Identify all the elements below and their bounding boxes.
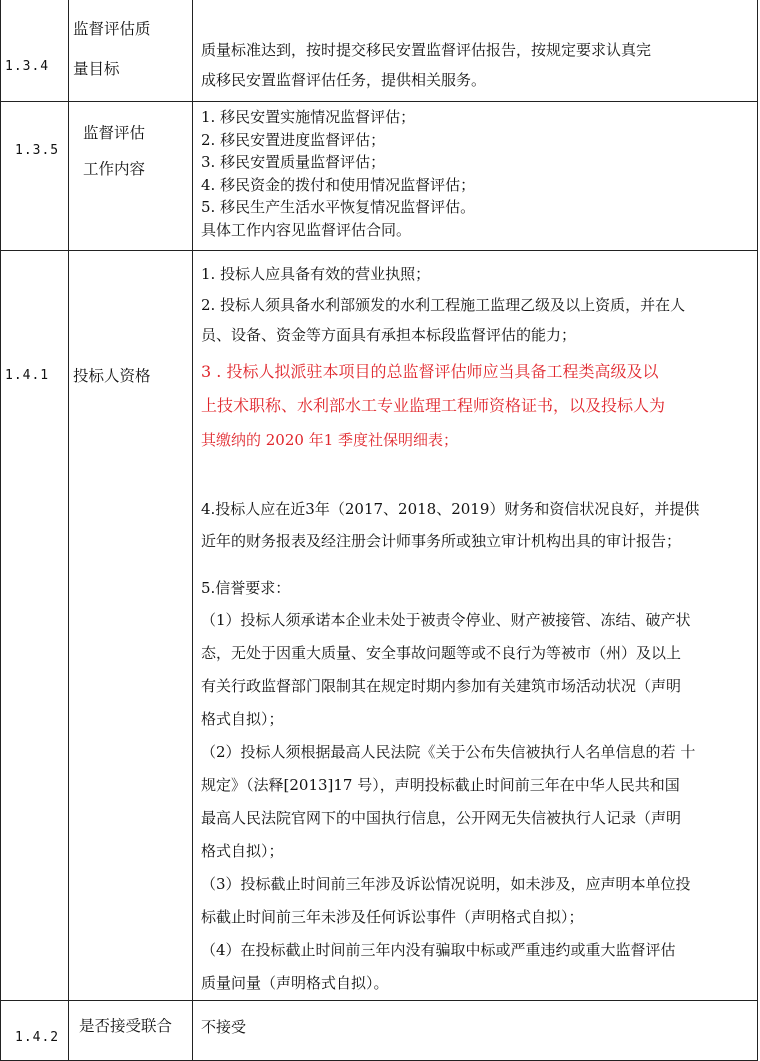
label-line: 监督评估质 [73, 20, 151, 38]
content-cell [193, 1001, 758, 1061]
list-item: 2. 移民安置进度监督评估； [201, 130, 386, 149]
row-number: 1.3.4 [5, 59, 50, 74]
list-item: 1. 投标人应具备有效的营业执照； [201, 265, 431, 283]
highlighted-line: 3 . 投标人拟派驻本项目的总监督评估师应当具备工程类高级及以 [201, 362, 659, 381]
label-line: 是否接受联合 [79, 1017, 173, 1035]
content-line: 标截止时间前三年未涉及任何诉讼事件（声明格式自拟）； [201, 908, 584, 926]
content-line: （3）投标截止时间前三年涉及诉讼情况说明，如未涉及，应声明本单位投 [201, 875, 691, 893]
highlighted-line: 其缴纳的 2020 年1 季度社保明细表； [201, 431, 459, 449]
content-line: 规定》（法释[2013]17 号），声明投标截止时间前三年在中华人民共和国 [201, 776, 680, 794]
content-line: 2. 投标人须具备水利部颁发的水利工程施工监理乙级及以上资质，并在人 [201, 296, 686, 314]
content-line: 最高人民法院官网下的中国执行信息，公开网无失信被执行人记录（声明 [201, 809, 682, 827]
row-number-cell [1, 1001, 69, 1061]
content-cell [193, 0, 758, 102]
label-line: 量目标 [73, 60, 120, 78]
label-line: 监督评估 [83, 124, 146, 142]
content-line: 格式自拟）； [201, 710, 284, 728]
row-number: 1.4.2 [15, 1030, 60, 1045]
content-line: （2）投标人须根据最高人民法院《关于公布失信被执行人名单信息的若 十 [201, 743, 696, 761]
label-cell [69, 1001, 193, 1061]
row-number: 1.4.1 [5, 368, 50, 383]
list-item: 5. 移民生产生活水平恢复情况监督评估。 [201, 198, 476, 216]
label-cell [69, 0, 193, 102]
content-line: 近年的财务报表及经注册会计师事务所或独立审计机构出具的审计报告； [201, 532, 682, 550]
list-item: 3. 移民安置质量监督评估； [201, 153, 386, 171]
table-row [1, 0, 758, 102]
content-line: （4）在投标截止时间前三年内没有骗取中标或严重违约或重大监督评估 [201, 941, 676, 959]
list-item: 1. 移民安置实施情况监督评估； [201, 108, 416, 126]
label-line: 工作内容 [83, 160, 146, 178]
row-number-cell [1, 0, 69, 102]
content-line: 态，无处于因重大质量、安全事故问题等或不良行为等被市（州）及以上 [201, 644, 682, 662]
table-row [1, 251, 758, 1001]
list-item: 4. 移民资金的拨付和使用情况监督评估； [201, 175, 476, 194]
label-line: 投标人资格 [73, 367, 151, 385]
content-line: 质量问量（声明格式自拟）。 [201, 974, 389, 992]
row-number-cell [1, 251, 69, 1001]
highlighted-line: 上技术职称、水利部水工专业监理工程师资格证书，以及投标人为 [201, 396, 666, 415]
content-line: 格式自拟）； [201, 842, 284, 860]
row-number: 1.3.5 [15, 143, 60, 158]
table-row [1, 1001, 758, 1061]
section-title: 5.信誉要求： [201, 579, 291, 597]
content-line: 4.投标人应在近3年（2017、2018、2019）财务和资信状况良好，并提供 [201, 500, 700, 518]
content-line: 质量标准达到，按时提交移民安置监督评估报告，按规定要求认真完 [201, 41, 652, 59]
content-line: 不接受 [201, 1018, 247, 1036]
content-line: 成移民安置监督评估任务，提供相关服务。 [201, 71, 487, 89]
content-line: 有关行政监督部门限制其在规定时期内参加有关建筑市场活动状况（声明 [201, 677, 682, 695]
content-line: （1）投标人须承诺本企业未处于被责令停业、财产被接管、冻结、破产状 [201, 611, 691, 629]
label-cell [69, 102, 193, 251]
content-cell [193, 102, 758, 251]
label-cell [69, 251, 193, 1001]
table-row [1, 102, 758, 251]
row-number-cell [1, 102, 69, 251]
content-line: 具体工作内容见监督评估合同。 [201, 220, 412, 239]
content-cell [193, 251, 758, 1001]
content-line: 员、设备、资金等方面具有承担本标段监督评估的能力； [201, 326, 577, 344]
